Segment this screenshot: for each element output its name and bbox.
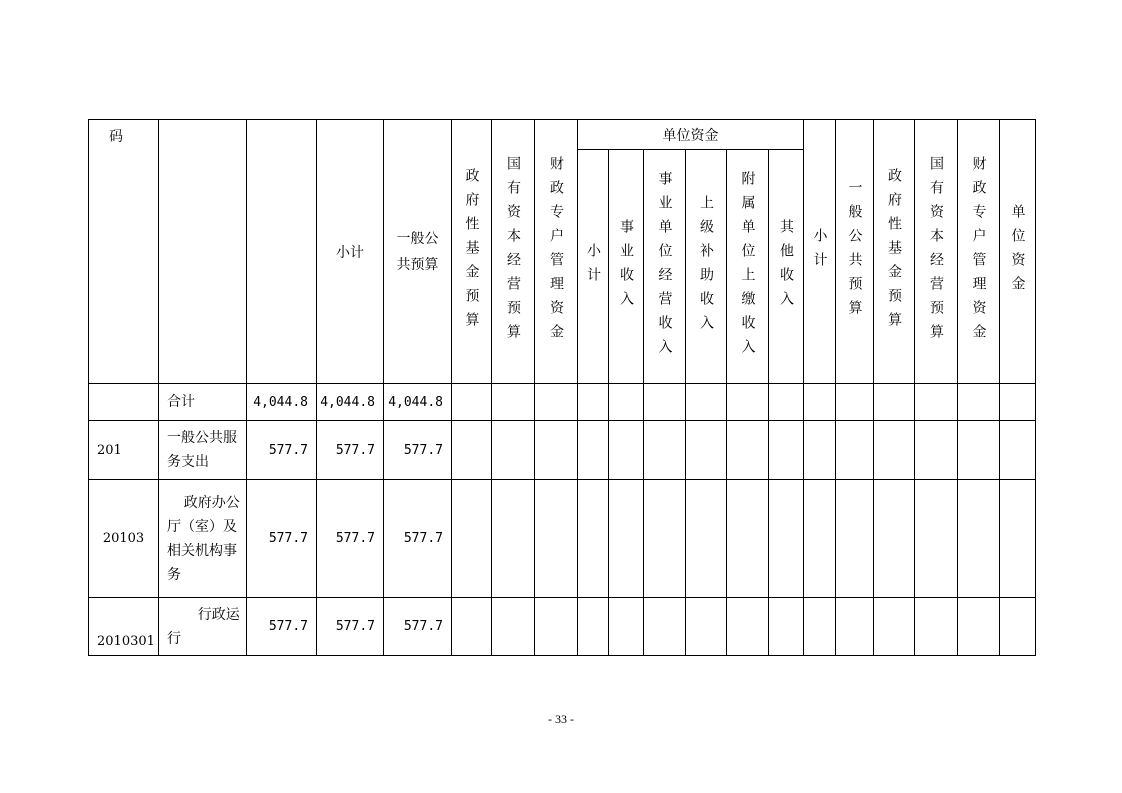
header-row [89, 120, 1036, 150]
empty-cell [727, 480, 769, 598]
empty-cell [915, 480, 958, 598]
empty-cell [492, 421, 535, 480]
header-superior-subsidy-label: 上级补助收入 [698, 194, 714, 339]
header-subtotal2-label: 小计 [811, 227, 828, 276]
empty-cell [915, 598, 958, 656]
empty-cell [769, 598, 804, 656]
empty-cell [609, 598, 644, 656]
row-value: 577.7 [317, 480, 384, 598]
empty-cell [644, 480, 686, 598]
header-general-budget2 [836, 120, 874, 384]
empty-cell [836, 480, 874, 598]
header-general-budget-label: 一般公 共预算 [396, 230, 439, 273]
header-affiliated-income [727, 150, 769, 384]
empty-cell [958, 421, 1000, 480]
empty-cell [578, 384, 609, 421]
empty-cell [686, 598, 727, 656]
row-name: 行政运行 [159, 598, 247, 656]
empty-cell [535, 421, 578, 480]
empty-cell [452, 421, 492, 480]
empty-cell [769, 421, 804, 480]
empty-cell [578, 421, 609, 480]
empty-cell [578, 598, 609, 656]
header-state-capital2-label: 国有资本经营预算 [928, 155, 944, 348]
empty-cell [452, 480, 492, 598]
empty-cell [958, 480, 1000, 598]
header-state-capital2 [915, 120, 958, 384]
empty-cell [492, 598, 535, 656]
header-business-op-income [644, 150, 686, 384]
header-unit-funds-group [578, 120, 804, 150]
row-value: 577.7 [317, 598, 384, 656]
empty-cell [535, 384, 578, 421]
empty-cell [727, 598, 769, 656]
header-general-budget [384, 120, 452, 384]
empty-cell [915, 384, 958, 421]
empty-cell [874, 421, 915, 480]
row-name: 政府办公厅（室）及相关机构事务 [159, 480, 247, 598]
table-row [89, 598, 1036, 656]
empty-cell [836, 384, 874, 421]
row-value: 4,044.8 [247, 384, 317, 421]
empty-cell [686, 421, 727, 480]
header-unit-funds-label: 单位资金 [662, 127, 719, 144]
row-code: 201 [89, 421, 159, 480]
empty-cell [804, 384, 836, 421]
empty-cell [874, 598, 915, 656]
empty-cell [492, 480, 535, 598]
table-row [89, 480, 1036, 598]
empty-cell [609, 480, 644, 598]
header-gov-fund [452, 120, 492, 384]
header-fiscal-special2-label: 财政专户管理资金 [970, 155, 987, 348]
header-business-op-income-label: 事业单位经营收入 [656, 170, 673, 363]
row-value: 577.7 [247, 421, 317, 480]
header-gov-fund2 [874, 120, 915, 384]
header-other-income [769, 150, 804, 384]
header-other-income-label: 其他收入 [778, 218, 794, 315]
page-number: - 33 - [548, 712, 574, 726]
empty-cell [535, 480, 578, 598]
header-general-budget2-label: 一般公共预算 [846, 179, 863, 324]
header-fiscal-special [535, 120, 578, 384]
empty-cell [452, 384, 492, 421]
empty-cell [1000, 421, 1036, 480]
header-blank [247, 120, 317, 384]
header-affiliated-income-label: 附属单位上缴收入 [739, 170, 756, 363]
empty-cell [644, 384, 686, 421]
header-gov-fund-label: 政府性基金预算 [463, 167, 480, 336]
row-value: 577.7 [384, 421, 452, 480]
header-subtotal-label: 小计 [336, 244, 364, 261]
row-value: 577.7 [247, 480, 317, 598]
header-state-capital [492, 120, 535, 384]
empty-cell [492, 384, 535, 421]
empty-cell [769, 480, 804, 598]
empty-cell [535, 598, 578, 656]
empty-cell [804, 480, 836, 598]
table-row [89, 384, 1036, 421]
empty-cell [874, 384, 915, 421]
empty-cell [644, 421, 686, 480]
empty-cell [836, 598, 874, 656]
empty-cell [804, 421, 836, 480]
header-business-income [609, 150, 644, 384]
empty-cell [958, 384, 1000, 421]
header-unit-funds2 [1000, 120, 1036, 384]
empty-cell [686, 480, 727, 598]
empty-cell [578, 480, 609, 598]
empty-cell [727, 384, 769, 421]
header-unit-funds2-label: 单位资金 [1009, 203, 1026, 300]
row-value: 4,044.8 [317, 384, 384, 421]
empty-cell [609, 421, 644, 480]
row-code: 20103 [89, 480, 159, 598]
empty-cell [836, 421, 874, 480]
empty-cell [1000, 598, 1036, 656]
empty-cell [1000, 384, 1036, 421]
row-value: 577.7 [247, 598, 317, 656]
empty-cell [727, 421, 769, 480]
row-code: 2010301 [89, 598, 159, 656]
empty-cell [609, 384, 644, 421]
row-value: 577.7 [317, 421, 384, 480]
header-unit-subtotal-label: 小计 [585, 242, 601, 291]
table-row [89, 421, 1036, 480]
header-subtotal2 [804, 120, 836, 384]
header-business-income-label: 事业收入 [618, 218, 634, 315]
budget-table [88, 119, 1036, 656]
header-code-label: 码 [109, 129, 123, 145]
row-name: 合计 [159, 384, 247, 421]
empty-cell [915, 421, 958, 480]
row-name: 一般公共服务支出 [159, 421, 247, 480]
header-name [159, 120, 247, 384]
empty-cell [769, 384, 804, 421]
row-value: 577.7 [384, 480, 452, 598]
empty-cell [874, 480, 915, 598]
header-gov-fund2-label: 政府性基金预算 [886, 167, 902, 336]
empty-cell [686, 384, 727, 421]
row-value: 4,044.8 [384, 384, 452, 421]
header-unit-subtotal [578, 150, 609, 384]
empty-cell [1000, 480, 1036, 598]
empty-cell [452, 598, 492, 656]
empty-cell [644, 598, 686, 656]
empty-cell [958, 598, 1000, 656]
header-fiscal-special2 [958, 120, 1000, 384]
header-code [89, 120, 159, 384]
row-value: 577.7 [384, 598, 452, 656]
header-superior-subsidy [686, 150, 727, 384]
row-code [89, 384, 159, 421]
header-state-capital-label: 国有资本经营预算 [505, 155, 521, 348]
header-subtotal [317, 120, 384, 384]
empty-cell [804, 598, 836, 656]
header-fiscal-special-label: 财政专户管理资金 [548, 155, 564, 348]
